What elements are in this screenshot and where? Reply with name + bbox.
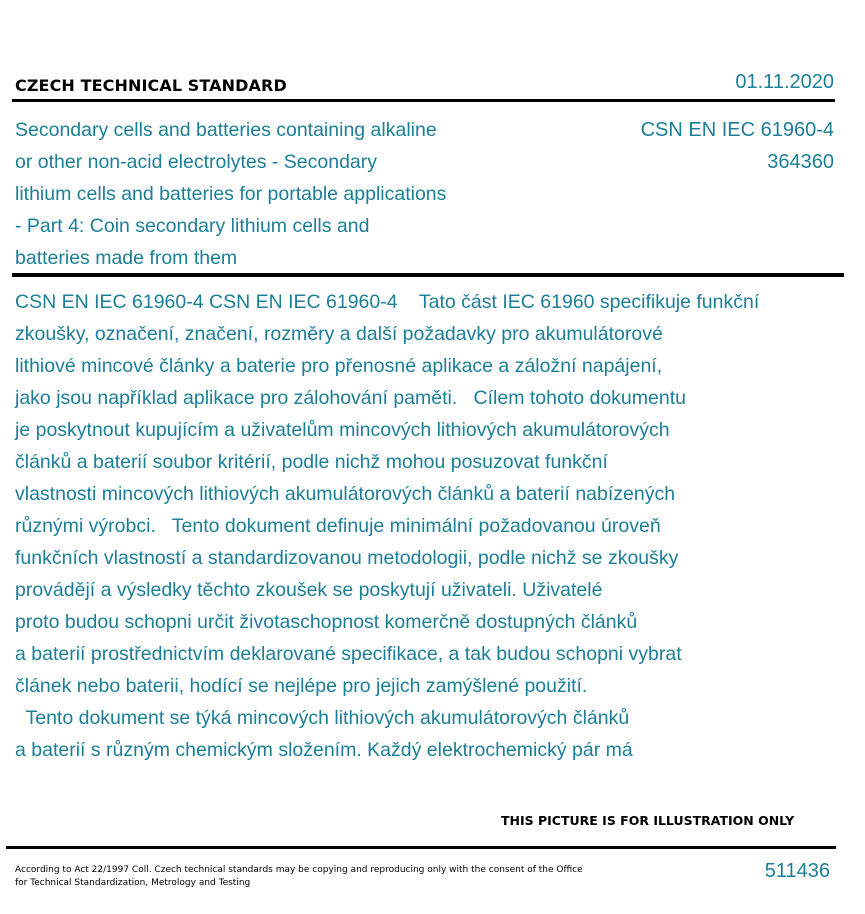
title-rule xyxy=(12,273,844,277)
document-id: 511436 xyxy=(764,860,830,882)
abstract-line: CSN EN IEC 61960-4 CSN EN IEC 61960-4 Tato část IEC 61960 specifikuje funkční xyxy=(15,291,760,313)
footer-rule xyxy=(6,846,836,849)
copyright-line: for Technical Standardization, Metrology and Testing xyxy=(15,878,251,888)
header-rule xyxy=(12,99,835,102)
standard-title xyxy=(15,114,505,274)
abstract-line: různými výrobci. Tento dokument definuje minimální požadovanou úroveň xyxy=(15,515,661,537)
abstract-line: proto budou schopni určit životaschopnost komerčně dostupných článků xyxy=(15,611,638,633)
abstract-line: a baterií prostřednictvím deklarované specifikace, a tak budou schopni vybrat xyxy=(15,643,682,665)
abstract-text xyxy=(15,286,840,766)
title-line: or other non-acid electrolytes - Secondary xyxy=(15,151,378,173)
abstract-line: vlastnosti mincových lithiových akumulátorových článků a baterií nabízených xyxy=(15,483,676,505)
title-line: batteries made from them xyxy=(15,247,238,269)
abstract-line: článek nebo baterii, hodící se nejlépe pro jejich zamýšlené použití. xyxy=(15,675,588,697)
copyright-line: According to Act 22/1997 Coll. Czech technical standards may be copying and reproducing only with the consent of the Office xyxy=(15,865,583,875)
publication-date: 01.11.2020 xyxy=(735,71,834,93)
abstract-line: provádějí a výsledky těchto zkoušek se poskytují uživateli. Uživatelé xyxy=(15,579,603,601)
class-number: 364360 xyxy=(767,151,834,173)
title-line: - Part 4: Coin secondary lithium cells and xyxy=(15,215,370,237)
abstract-line: lithiové mincové články a baterie pro přenosné aplikace a záložní napájení, xyxy=(15,355,663,377)
title-line: Secondary cells and batteries containing alkaline xyxy=(15,119,437,141)
abstract-line: funkčních vlastností a standardizovanou metodologii, podle nichž se zkoušky xyxy=(15,547,679,569)
copyright-notice xyxy=(15,864,595,890)
document-type-label: CZECH TECHNICAL STANDARD xyxy=(15,76,287,95)
abstract-line: a baterií s různým chemickým složením. Každý elektrochemický pár má xyxy=(15,739,633,761)
standard-code: CSN EN IEC 61960-4 xyxy=(640,119,834,141)
illustration-disclaimer: THIS PICTURE IS FOR ILLUSTRATION ONLY xyxy=(501,813,795,828)
abstract-line: článků a baterií soubor kritérií, podle nichž mohou posuzovat funkční xyxy=(15,451,608,473)
standard-identifiers xyxy=(641,114,834,178)
title-line: lithium cells and batteries for portable applications xyxy=(15,183,447,205)
abstract-line: je poskytnout kupujícím a uživatelům mincových lithiových akumulátorových xyxy=(15,419,670,441)
abstract-line: jako jsou například aplikace pro zálohování paměti. Cílem tohoto dokumentu xyxy=(15,387,686,409)
abstract-line: Tento dokument se týká mincových lithiových akumulátorových článků xyxy=(15,707,630,729)
abstract-line: zkoušky, označení, značení, rozměry a další požadavky pro akumulátorové xyxy=(15,323,663,345)
